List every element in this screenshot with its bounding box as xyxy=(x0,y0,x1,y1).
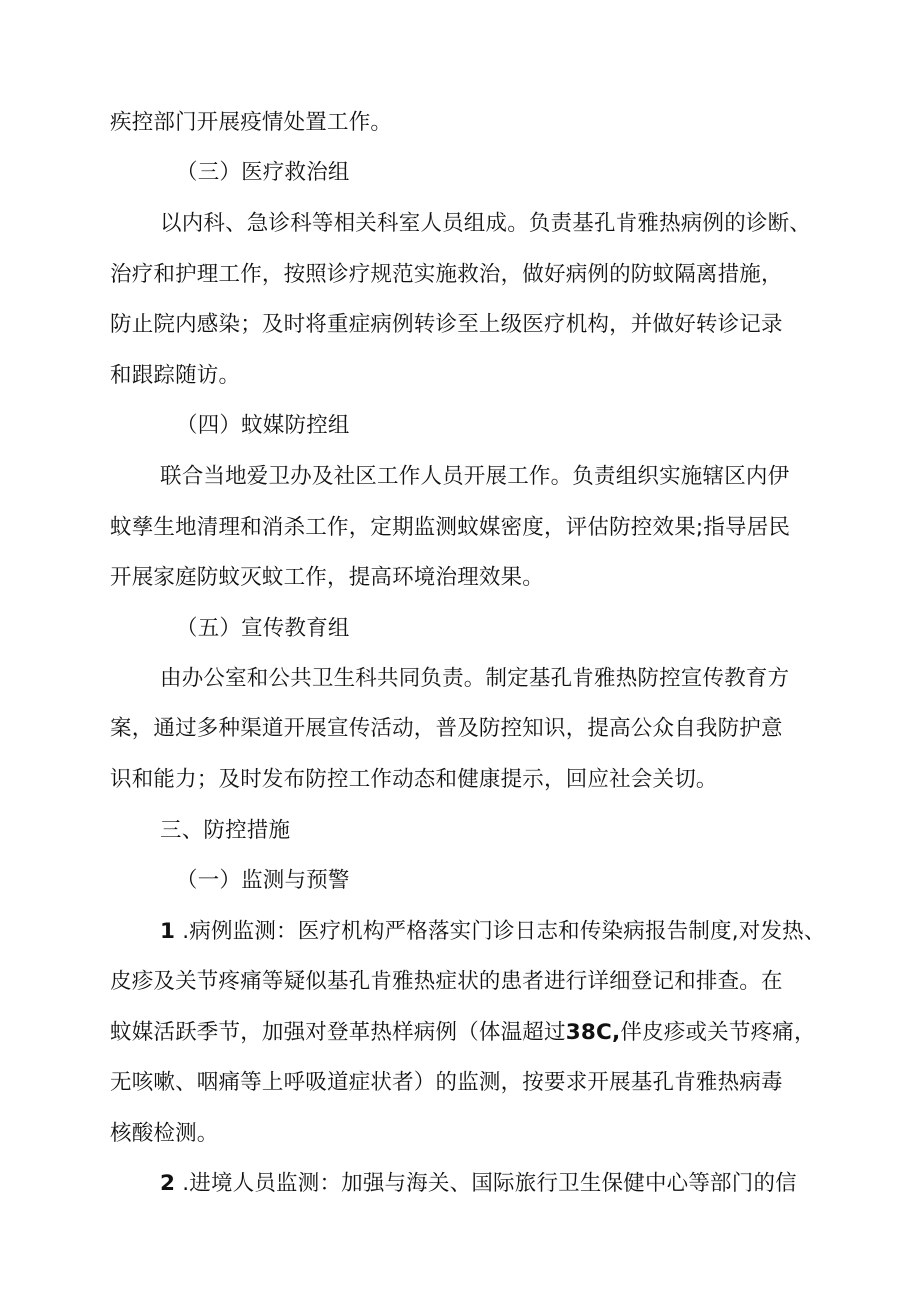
paragraph-line: 联合当地爱卫办及社区工作人员开展工作。负责组织实施辖区内伊 xyxy=(160,464,790,489)
item-text: .进境人员监测：加强与海关、国际旅行卫生保健中心等部门的信 xyxy=(175,1171,797,1196)
list-item-line xyxy=(160,917,826,947)
item-number: 2 xyxy=(160,1171,176,1196)
paragraph-line: 疾控部门开展疫情处置工作。 xyxy=(110,110,393,135)
section-heading: （三）医疗救治组 xyxy=(176,160,350,185)
section-heading: （一）监测与预警 xyxy=(176,868,350,893)
paragraph-line: 和跟踪随访。 xyxy=(110,363,241,388)
paragraph-line: 由办公室和公共卫生科共同负责。制定基孔肯雅热防控宣传教育方 xyxy=(160,666,790,691)
section-heading: （五）宣传教育组 xyxy=(176,616,350,641)
paragraph-line: 无咳嗽、咽痛等上呼吸道症状者）的监测，按要求开展基孔肯雅热病毒 xyxy=(110,1070,783,1095)
paragraph-line: 治疗和护理工作，按照诊疗规范实施救治，做好病例的防蚊隔离措施， xyxy=(110,262,783,287)
paragraph-line: 核酸检测。 xyxy=(110,1121,219,1146)
list-item-line xyxy=(160,1169,797,1199)
paragraph-line: 蚊孳生地清理和消杀工作，定期监测蚊媒密度，评估防控效果;指导居民 xyxy=(110,515,791,540)
paragraph-line: 开展家庭防蚊灭蚊工作，提高环境治理效果。 xyxy=(110,565,545,590)
item-text: .病例监测：医疗机构严格落实门诊日志和传染病报告制度,对发热、 xyxy=(175,919,826,944)
paragraph-line xyxy=(110,1018,816,1048)
item-number: 1 xyxy=(160,919,176,944)
paragraph-line: 防止院内感染；及时将重症病例转诊至上级医疗机构，并做好转诊记录 xyxy=(110,312,783,337)
paragraph-line: 皮疹及关节疼痛等疑似基孔肯雅热症状的患者进行详细登记和排查。在 xyxy=(110,969,783,994)
section-heading: （四）蚊媒防控组 xyxy=(176,413,350,438)
text-segment: 伴皮疹或关节疼痛， xyxy=(620,1020,816,1045)
paragraph-line: 以内科、急诊科等相关科室人员组成。负责基孔肯雅热病例的诊断、 xyxy=(160,211,812,236)
temperature-value: 38C, xyxy=(565,1020,621,1045)
text-segment: 蚊媒活跃季节，加强对登革热样病例（体温超过 xyxy=(110,1020,566,1045)
chapter-heading: 三、防控措施 xyxy=(160,818,291,843)
paragraph-line: 识和能力；及时发布防控工作动态和健康提示，回应社会关切。 xyxy=(110,767,718,792)
paragraph-line: 案，通过多种渠道开展宣传活动，普及防控知识，提高公众自我防护意 xyxy=(110,716,783,741)
